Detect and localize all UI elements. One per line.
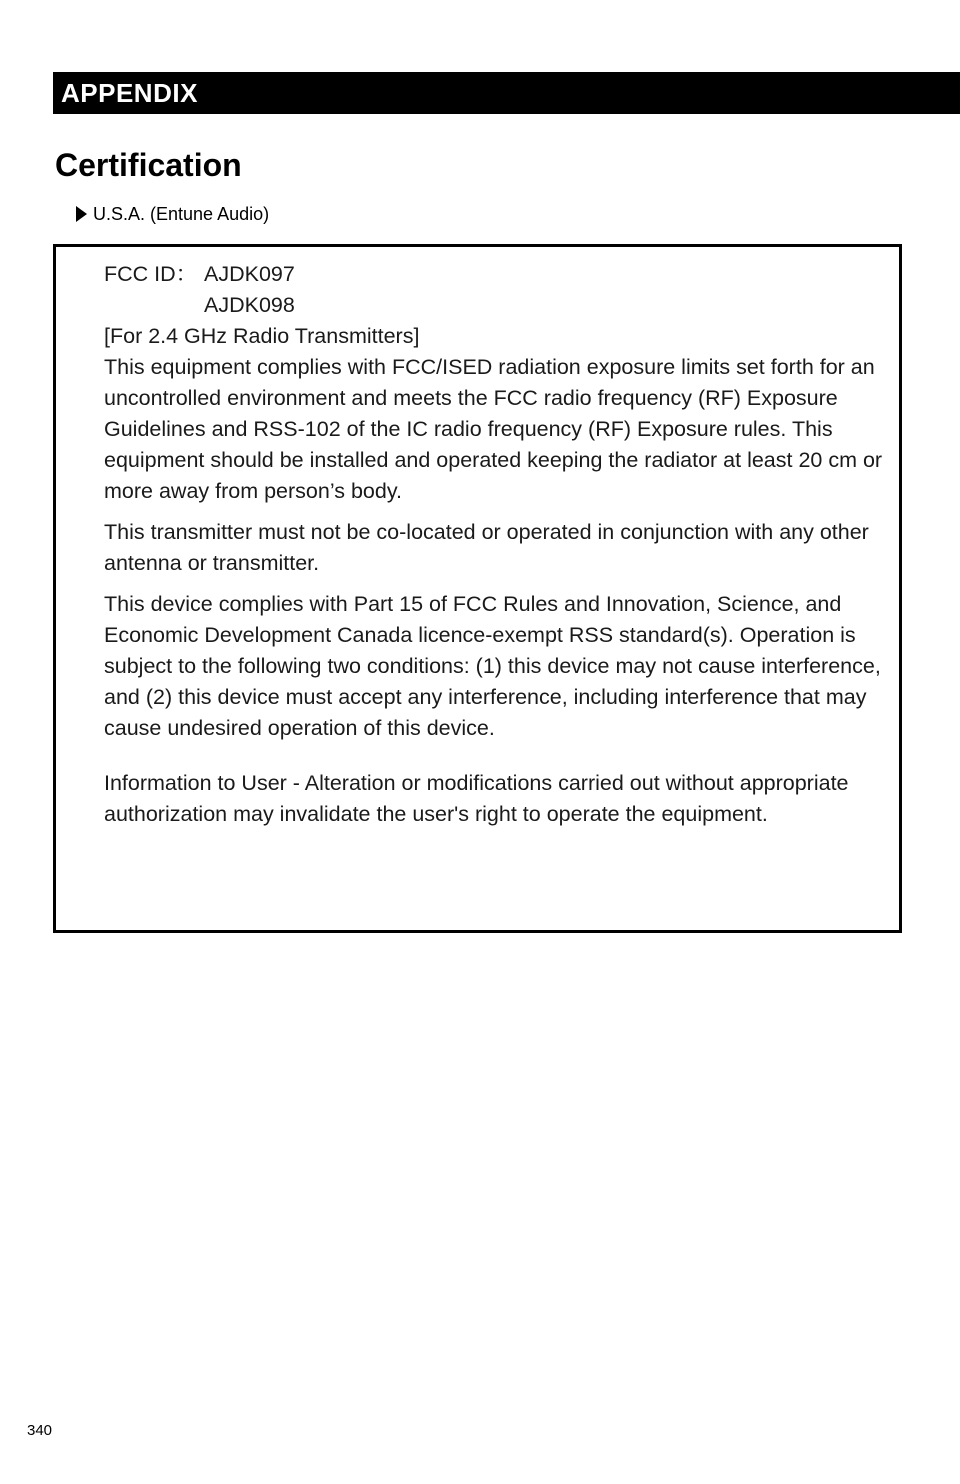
fcc-id-label: FCC ID： [104, 262, 198, 286]
radio-transmitters-heading: [For 2.4 GHz Radio Transmitters] [104, 324, 420, 348]
certification-box [53, 244, 902, 933]
page-number: 340 [27, 1422, 53, 1439]
subheading [76, 203, 269, 225]
appendix-header-bar [53, 72, 960, 114]
subheading-text: U.S.A. (Entune Audio) [93, 204, 270, 224]
certification-text [104, 259, 884, 830]
triangle-right-icon [76, 206, 87, 222]
user-information-paragraph: Information to User - Alteration or modifications carried out without appropriate authorization may invalidate the user's right to operate the equipment. [104, 771, 849, 826]
part-15-paragraph: This device complies with Part 15 of FCC Rules and Innovation, Science, and Economic Development Canada licence-exempt RSS standard(s). Operation is subject to the following two conditions: (1) this device may not cause interference, and (2) this device must accept any interference, including interference that may cause undesired operation of this device. [104, 592, 881, 740]
appendix-label: APPENDIX [61, 78, 198, 108]
fcc-id-list [204, 259, 295, 321]
fcc-id-value: AJDK098 [204, 293, 295, 317]
rf-exposure-paragraph: This equipment complies with FCC/ISED radiation exposure limits set forth for an uncontrolled environment and meets the FCC radio frequency (RF) Exposure Guidelines and RSS-102 of the IC radio frequency (RF) Exposure rules. This equipment should be installed and operated keeping the radiator at least 20 cm or more away from person’s body. [104, 355, 883, 503]
co-location-paragraph: This transmitter must not be co-located or operated in conjunction with any other antenna or transmitter. [104, 520, 869, 575]
fcc-id-row [104, 259, 884, 321]
section-title: Certification [55, 147, 242, 183]
fcc-id-value: AJDK097 [204, 262, 295, 286]
